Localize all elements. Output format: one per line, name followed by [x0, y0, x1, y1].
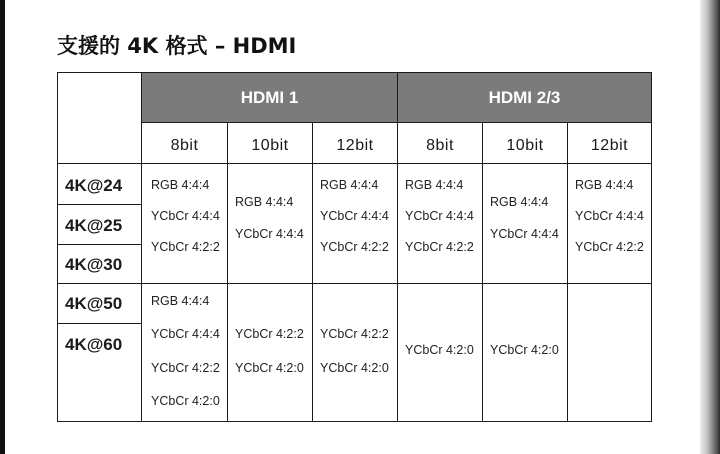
format-entry: RGB 4:4:4	[320, 178, 379, 192]
format-entry: YCbCr 4:4:4	[235, 227, 304, 241]
format-entry: YCbCr 4:4:4	[151, 327, 220, 342]
page-edge-left	[0, 0, 5, 454]
header-hdmi23-12bit	[567, 122, 652, 164]
bit-depth-label: 12bit	[336, 137, 374, 154]
format-entry: RGB 4:4:4	[151, 294, 210, 308]
page-edge-shadow	[700, 0, 720, 454]
format-entry: YCbCr 4:2:0	[235, 361, 304, 375]
format-entry: YCbCr 4:4:4	[320, 209, 389, 223]
header-hdmi-1	[141, 72, 398, 123]
format-entry: YCbCr 4:4:4	[151, 209, 220, 223]
format-entry: RGB 4:4:4	[151, 178, 210, 192]
format-entry: RGB 4:4:4	[405, 178, 464, 192]
format-entry: YCbCr 4:4:4	[490, 227, 559, 241]
cell-hdmi23-10bit-4k24-30	[482, 163, 568, 284]
header-hdmi-1-label: HDMI 1	[240, 87, 299, 107]
format-entry: RGB 4:4:4	[490, 195, 549, 209]
format-entry: YCbCr 4:4:4	[575, 209, 644, 223]
row-label-4k50: 4K@50	[57, 283, 142, 324]
format-entry: YCbCr 4:2:2	[320, 240, 389, 254]
format-entry: YCbCr 4:2:0	[405, 343, 474, 357]
bit-depth-label: 10bit	[506, 137, 544, 154]
row-label-4k30: 4K@30	[57, 244, 142, 284]
format-entry: YCbCr 4:2:2	[575, 240, 644, 254]
format-entry: YCbCr 4:4:4	[405, 209, 474, 223]
cell-hdmi23-12bit-4k24-30	[567, 163, 652, 284]
header-hdmi1-12bit	[312, 122, 398, 164]
hdmi-4k-format-table	[57, 72, 652, 422]
cell-hdmi23-10bit-4k50-60	[482, 283, 568, 422]
bit-depth-label: 12bit	[590, 137, 629, 154]
format-entry: YCbCr 4:2:0	[320, 361, 389, 375]
cell-hdmi23-8bit-4k24-30	[397, 163, 483, 284]
format-entry: YCbCr 4:2:2	[151, 240, 220, 254]
header-hdmi-2-3-label: HDMI 2/3	[488, 87, 561, 107]
bit-depth-label: 8bit	[426, 137, 454, 154]
header-hdmi1-10bit	[227, 122, 313, 164]
page-title: 支援的 4K 格式 – HDMI	[57, 34, 297, 58]
format-entry: YCbCr 4:2:2	[405, 240, 474, 254]
bit-depth-label: 10bit	[251, 137, 289, 154]
cell-hdmi1-10bit-4k24-30	[227, 163, 313, 284]
cell-hdmi1-8bit-4k24-30	[141, 163, 228, 284]
bit-depth-label: 8bit	[170, 137, 199, 154]
format-entry: YCbCr 4:2:2	[151, 360, 220, 375]
format-entry: YCbCr 4:2:0	[490, 343, 559, 357]
format-entry: RGB 4:4:4	[575, 178, 634, 192]
table-corner-cell	[57, 72, 142, 164]
format-entry: YCbCr 4:2:0	[151, 394, 220, 409]
cell-hdmi23-8bit-4k50-60	[397, 283, 483, 422]
row-label-4k60: 4K@60	[57, 323, 142, 422]
header-hdmi1-8bit	[141, 122, 228, 164]
cell-hdmi1-10bit-4k50-60	[227, 283, 313, 422]
header-hdmi23-10bit	[482, 122, 568, 164]
row-label-4k24: 4K@24	[57, 163, 142, 205]
header-hdmi-2-3	[397, 72, 652, 123]
cell-hdmi23-12bit-4k50-60	[567, 283, 652, 422]
format-entry: YCbCr 4:2:2	[235, 327, 304, 341]
cell-hdmi1-12bit-4k24-30	[312, 163, 398, 284]
cell-hdmi1-12bit-4k50-60	[312, 283, 398, 422]
cell-hdmi1-8bit-4k50-60	[141, 283, 228, 422]
row-label-4k25: 4K@25	[57, 204, 142, 245]
header-hdmi23-8bit	[397, 122, 483, 164]
format-entry: RGB 4:4:4	[235, 195, 294, 209]
format-entry: YCbCr 4:2:2	[320, 327, 389, 341]
